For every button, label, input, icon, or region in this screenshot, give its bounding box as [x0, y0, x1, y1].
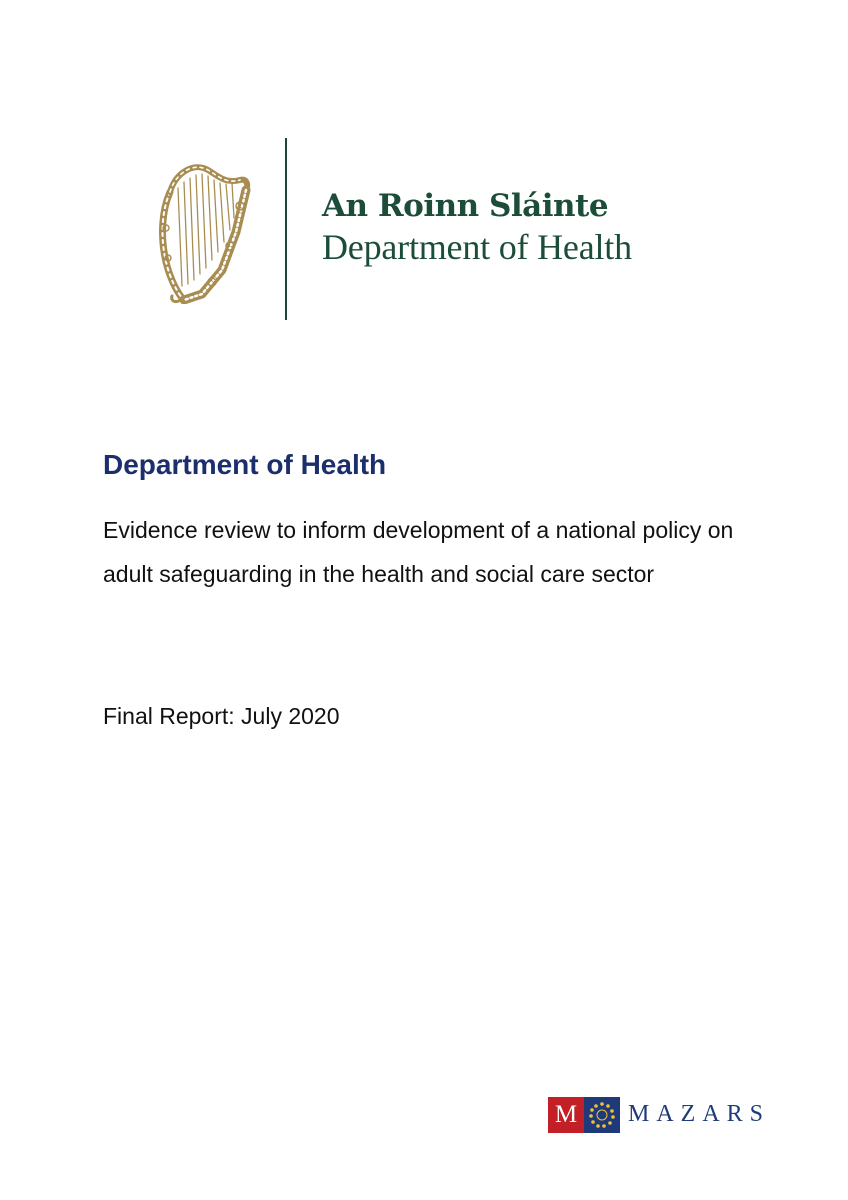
mazars-logo — [548, 1097, 778, 1133]
report-date: Final Report: July 2020 — [103, 703, 340, 729]
stars-icon — [584, 1097, 620, 1133]
document-title: Department of Health — [103, 449, 387, 480]
document-subtitle: Evidence review to inform development of a national policy on adult safeguarding in the health and social care sector — [103, 517, 734, 587]
logo-divider — [285, 138, 287, 320]
department-name-english: Department of Health — [322, 227, 632, 267]
mazars-logo-mark — [548, 1097, 620, 1133]
harp-icon — [156, 158, 252, 304]
department-logo — [156, 138, 676, 322]
mazars-wordmark: MAZARS — [628, 1101, 771, 1127]
mazars-logo-letter: M — [548, 1097, 584, 1133]
department-name-irish: An Roinn Sláinte — [322, 188, 609, 224]
